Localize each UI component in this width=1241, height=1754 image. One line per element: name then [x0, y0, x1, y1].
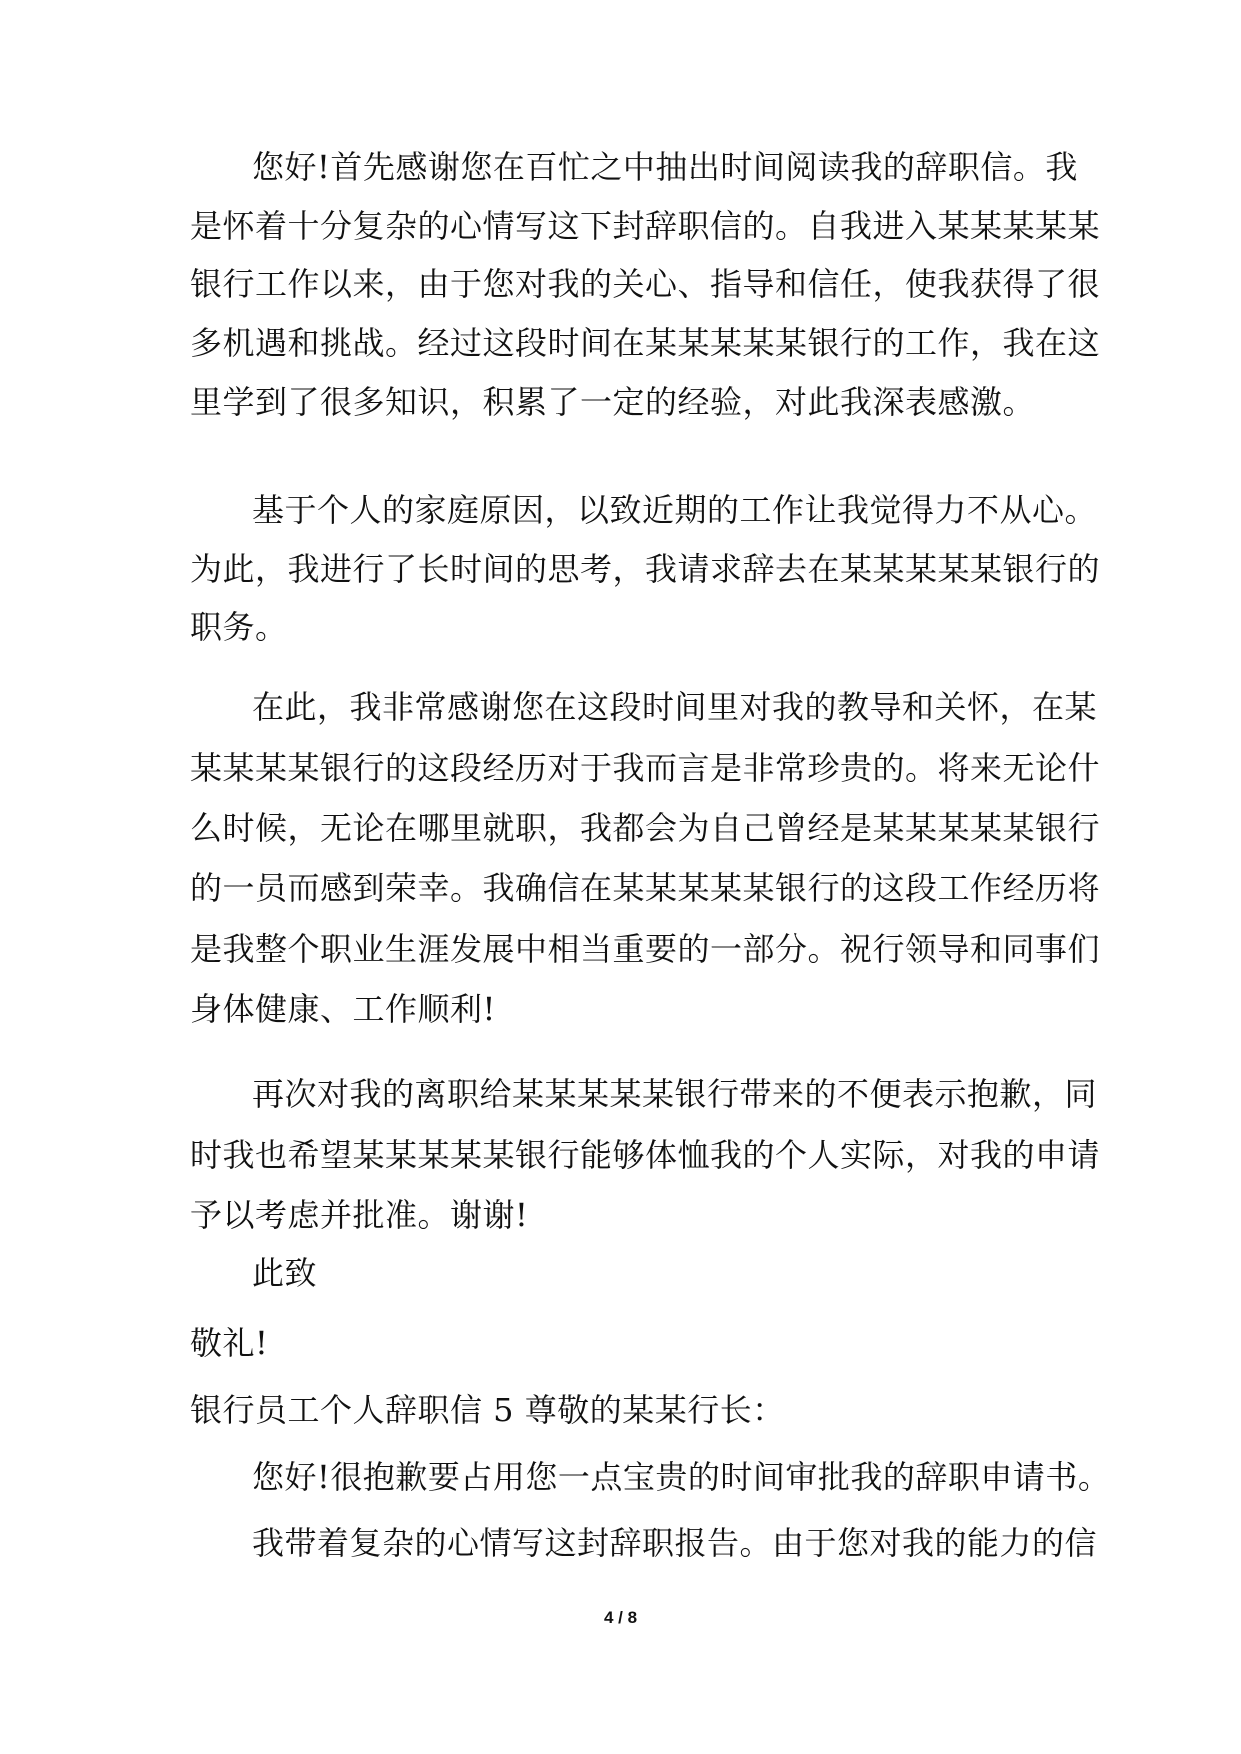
text-line: 予以考虑并批准。谢谢! — [190, 1196, 529, 1234]
text-line: 某某某某银行的这段经历对于我而言是非常珍贵的。将来无论什 — [190, 749, 1101, 787]
text-line: 再次对我的离职给某某某某某银行带来的不便表示抱歉，同 — [252, 1075, 1098, 1113]
text-line: 您好!首先感谢您在百忙之中抽出时间阅读我的辞职信。我 — [252, 148, 1078, 186]
page-number: 4 / 8 — [603, 1608, 638, 1627]
text-line: 基于个人的家庭原因，以致近期的工作让我觉得力不从心。 — [252, 491, 1098, 529]
text-line: 您好!很抱歉要占用您一点宝贵的时间审批我的辞职申请书。 — [252, 1458, 1111, 1496]
text-line: 多机遇和挑战。经过这段时间在某某某某某银行的工作，我在这 — [190, 324, 1101, 362]
text-line: 身体健康、工作顺利! — [190, 990, 496, 1028]
text-line: 我带着复杂的心情写这封辞职报告。由于您对我的能力的信 — [252, 1524, 1098, 1562]
closing: 此致 — [252, 1254, 318, 1292]
text-line: 是怀着十分复杂的心情写这下封辞职信的。自我进入某某某某某 — [190, 207, 1101, 245]
salutation: 敬礼! — [190, 1324, 269, 1362]
text-line: 是我整个职业生涯发展中相当重要的一部分。祝行领导和同事们 — [190, 930, 1101, 968]
text-line: 在此，我非常感谢您在这段时间里对我的教导和关怀，在某 — [252, 688, 1098, 726]
text-line: 时我也希望某某某某某银行能够体恤我的个人实际，对我的申请 — [190, 1136, 1101, 1174]
text-line: 的一员而感到荣幸。我确信在某某某某某银行的这段工作经历将 — [190, 869, 1101, 907]
text-line: 职务。 — [190, 608, 288, 646]
text-line: 里学到了很多知识，积累了一定的经验，对此我深表感激。 — [190, 383, 1036, 421]
text-line: 为此，我进行了长时间的思考，我请求辞去在某某某某某银行的 — [190, 550, 1101, 588]
letter-heading: 银行员工个人辞职信 5 尊敬的某某行长： — [190, 1391, 785, 1429]
text-line: 么时候，无论在哪里就职，我都会为自己曾经是某某某某某银行 — [190, 809, 1101, 847]
text-line: 银行工作以来，由于您对我的关心、指导和信任，使我获得了很 — [190, 265, 1101, 303]
